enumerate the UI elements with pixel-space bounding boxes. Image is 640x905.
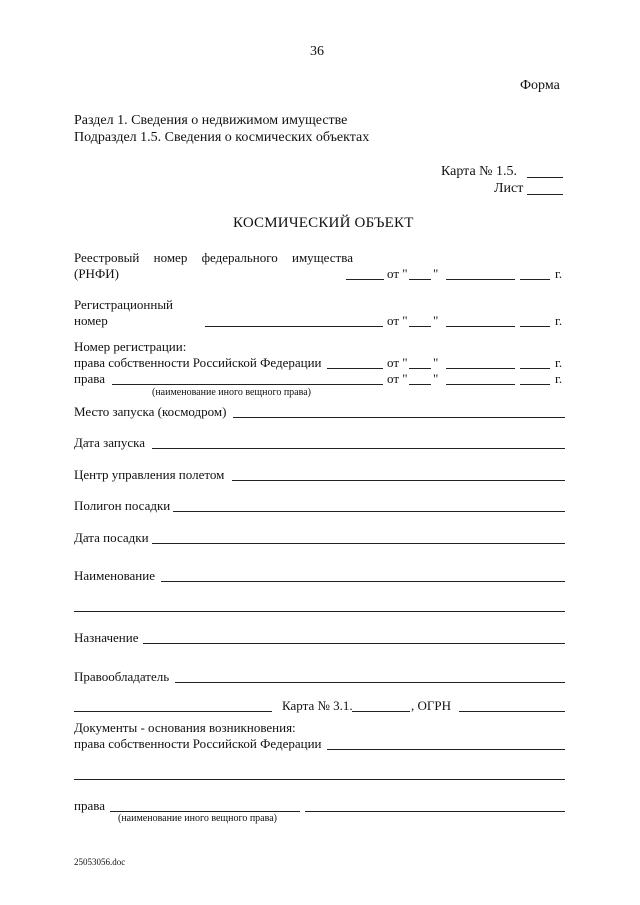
sheet-field[interactable]: [527, 194, 563, 195]
registration-month-field[interactable]: [446, 326, 515, 327]
reg-federal-year-suffix: г.: [555, 355, 563, 370]
card-number-label: Карта № 1.5.: [441, 164, 518, 179]
landing-date-field[interactable]: [152, 543, 565, 544]
reg-number-federal-label: права собственности Российской Федерации: [74, 355, 322, 370]
documents-federal-field[interactable]: [327, 749, 565, 750]
holder-card-number-field[interactable]: [352, 711, 410, 712]
flight-control-label: Центр управления полетом: [74, 467, 225, 482]
purpose-field[interactable]: [143, 643, 565, 644]
landing-range-field[interactable]: [173, 511, 565, 512]
launch-date-field[interactable]: [152, 448, 565, 449]
reg-other-date-from: от ": [387, 371, 408, 386]
registry-day-field[interactable]: [409, 279, 431, 280]
launch-site-field[interactable]: [233, 417, 565, 418]
footer-filename: 25053056.doc: [74, 857, 126, 867]
name-field-continuation[interactable]: [74, 611, 565, 612]
reg-number-other-field[interactable]: [112, 384, 383, 385]
registration-label-line2: номер: [74, 313, 108, 328]
registry-number-field[interactable]: [346, 279, 384, 280]
landing-date-label: Дата посадки: [74, 530, 149, 545]
ogrn-label: , ОГРН: [411, 698, 452, 713]
registration-day-field[interactable]: [409, 326, 431, 327]
reg-federal-date-quote: ": [433, 355, 439, 370]
registry-date-quote: ": [433, 266, 439, 281]
reg-federal-year-field[interactable]: [520, 368, 550, 369]
reg-other-year-field[interactable]: [520, 384, 550, 385]
reg-other-date-quote: ": [433, 371, 439, 386]
reg-number-heading: Номер регистрации:: [74, 339, 187, 354]
reg-federal-month-field[interactable]: [446, 368, 515, 369]
card-number-field[interactable]: [527, 177, 563, 178]
ogrn-field[interactable]: [459, 711, 565, 712]
documents-heading: Документы - основания возникновения:: [74, 720, 296, 735]
flight-control-field[interactable]: [232, 480, 565, 481]
documents-other-field[interactable]: [305, 811, 565, 812]
section-title: Раздел 1. Сведения о недвижимом имуществе: [74, 113, 348, 128]
documents-federal-label: права собственности Российской Федерации: [74, 736, 322, 751]
subsection-title: Подраздел 1.5. Сведения о космических объектах: [74, 130, 370, 145]
registration-label-line1: Регистрационный: [74, 297, 174, 312]
reg-federal-day-field[interactable]: [409, 368, 431, 369]
registration-number-field[interactable]: [205, 326, 383, 327]
registry-month-field[interactable]: [446, 279, 515, 280]
documents-other-name-field[interactable]: [110, 811, 300, 812]
reg-other-year-suffix: г.: [555, 371, 563, 386]
document-title: КОСМИЧЕСКИЙ ОБЪЕКТ: [233, 215, 414, 231]
holder-field[interactable]: [175, 682, 565, 683]
reg-federal-date-from: от ": [387, 355, 408, 370]
documents-other-hint: (наименование иного вещного права): [118, 813, 277, 824]
holder-label: Правообладатель: [74, 669, 170, 684]
page-number: 36: [310, 44, 324, 59]
holder-card-label: Карта № 3.1.: [282, 698, 353, 713]
documents-federal-continuation[interactable]: [74, 779, 565, 780]
holder-card-field[interactable]: [74, 711, 272, 712]
purpose-label: Назначение: [74, 630, 139, 645]
reg-other-day-field[interactable]: [409, 384, 431, 385]
registration-year-suffix: г.: [555, 313, 563, 328]
registration-date-from: от ": [387, 313, 408, 328]
reg-other-month-field[interactable]: [446, 384, 515, 385]
launch-site-label: Место запуска (космодром): [74, 404, 227, 419]
registration-date-quote: ": [433, 313, 439, 328]
registry-year-suffix: г.: [555, 266, 563, 281]
name-label: Наименование: [74, 568, 155, 583]
reg-other-hint: (наименование иного вещного права): [152, 387, 311, 398]
reg-number-federal-field[interactable]: [327, 368, 383, 369]
registry-label-line2: (РНФИ): [74, 266, 119, 281]
launch-date-label: Дата запуска: [74, 435, 146, 450]
name-field[interactable]: [161, 581, 565, 582]
registry-date-from: от ": [387, 266, 408, 281]
registry-label-line1: Реестровый номер федерального имущества: [74, 250, 353, 265]
documents-other-label: права: [74, 798, 105, 813]
form-label: Форма: [520, 78, 560, 93]
registry-year-field[interactable]: [520, 279, 550, 280]
sheet-label: Лист: [494, 181, 524, 196]
landing-range-label: Полигон посадки: [74, 498, 171, 513]
reg-number-other-label: права: [74, 371, 105, 386]
registration-year-field[interactable]: [520, 326, 550, 327]
